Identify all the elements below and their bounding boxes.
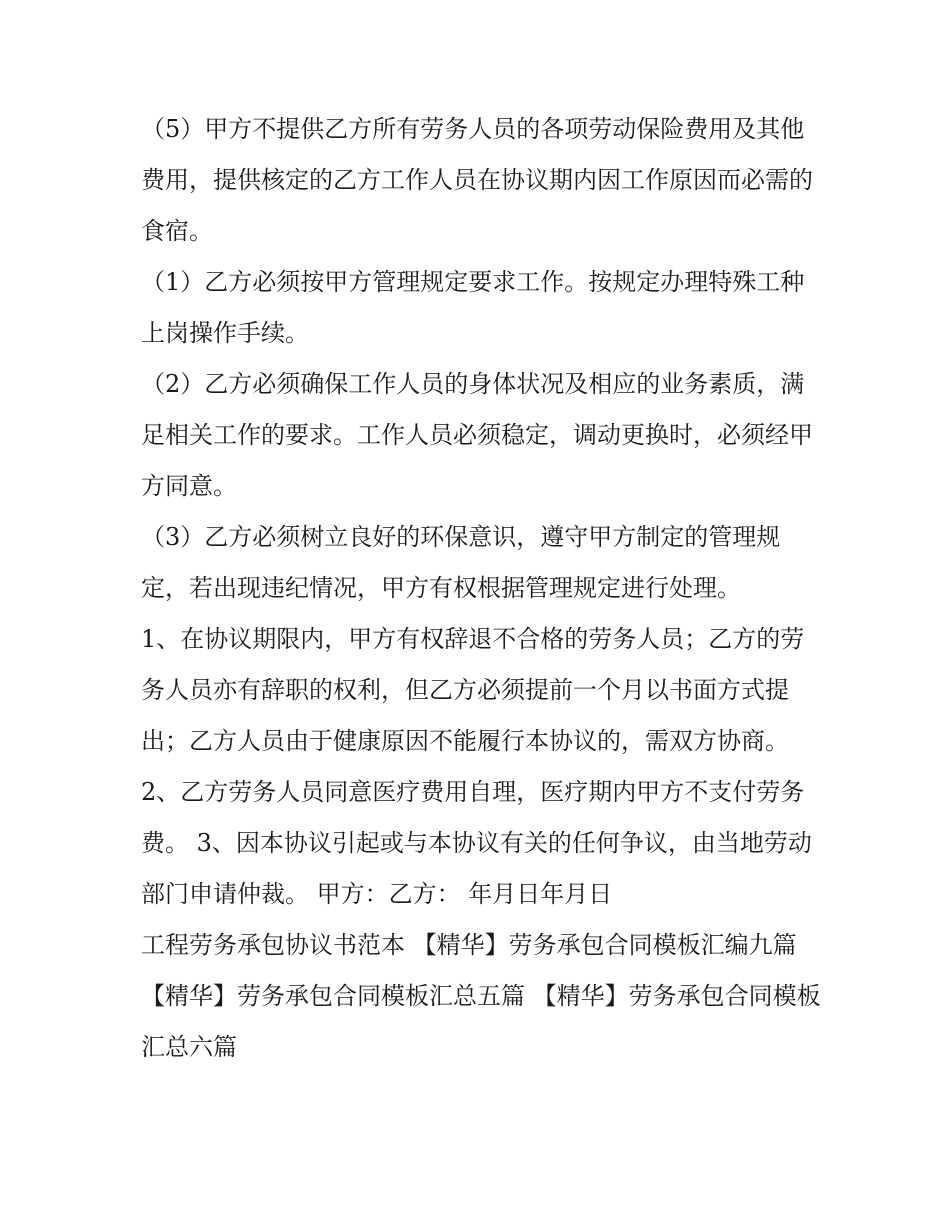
paragraph-clause-5: （5）甲方不提供乙方所有劳务人员的各项劳动保险费用及其他费用，提供核定的乙方工作人员在协议期内因工作原因而必需的食宿。 bbox=[141, 115, 813, 245]
paragraph-obligation-2: （2）乙方必须确保工作人员的身体状况及相应的业务素质，满足相关工作的要求。工作人员必须稳定，调动更换时，必须经甲方同意。 bbox=[141, 370, 813, 500]
paragraph-obligation-3: （3）乙方必须树立良好的环保意识，遵守甲方制定的管理规定，若出现违纪情况，甲方有权根据管理规定进行处理。 bbox=[141, 523, 781, 602]
document-body bbox=[141, 104, 821, 1073]
paragraph-term-2-3: 2、乙方劳务人员同意医疗费用自理，医疗期内甲方不支付劳务费。 3、因本协议引起或与本协议有关的任何争议，由当地劳动部门申请仲裁。 甲方：乙方： 年月日年月日 bbox=[141, 778, 812, 908]
paragraph-obligation-1: （1）乙方必须按甲方管理规定要求工作。按规定办理特殊工种上岗操作手续。 bbox=[141, 268, 805, 347]
paragraph-term-1: 1、在协议期限内，甲方有权辞退不合格的劳务人员；乙方的劳务人员亦有辞职的权利，但乙方必须提前一个月以书面方式提出；乙方人员由于健康原因不能履行本协议的，需双方协商。 bbox=[141, 625, 805, 755]
related-documents: 工程劳务承包协议书范本 【精华】劳务承包合同模板汇编九篇 【精华】劳务承包合同模板汇总五篇 【精华】劳务承包合同模板汇总六篇 bbox=[141, 931, 821, 1061]
